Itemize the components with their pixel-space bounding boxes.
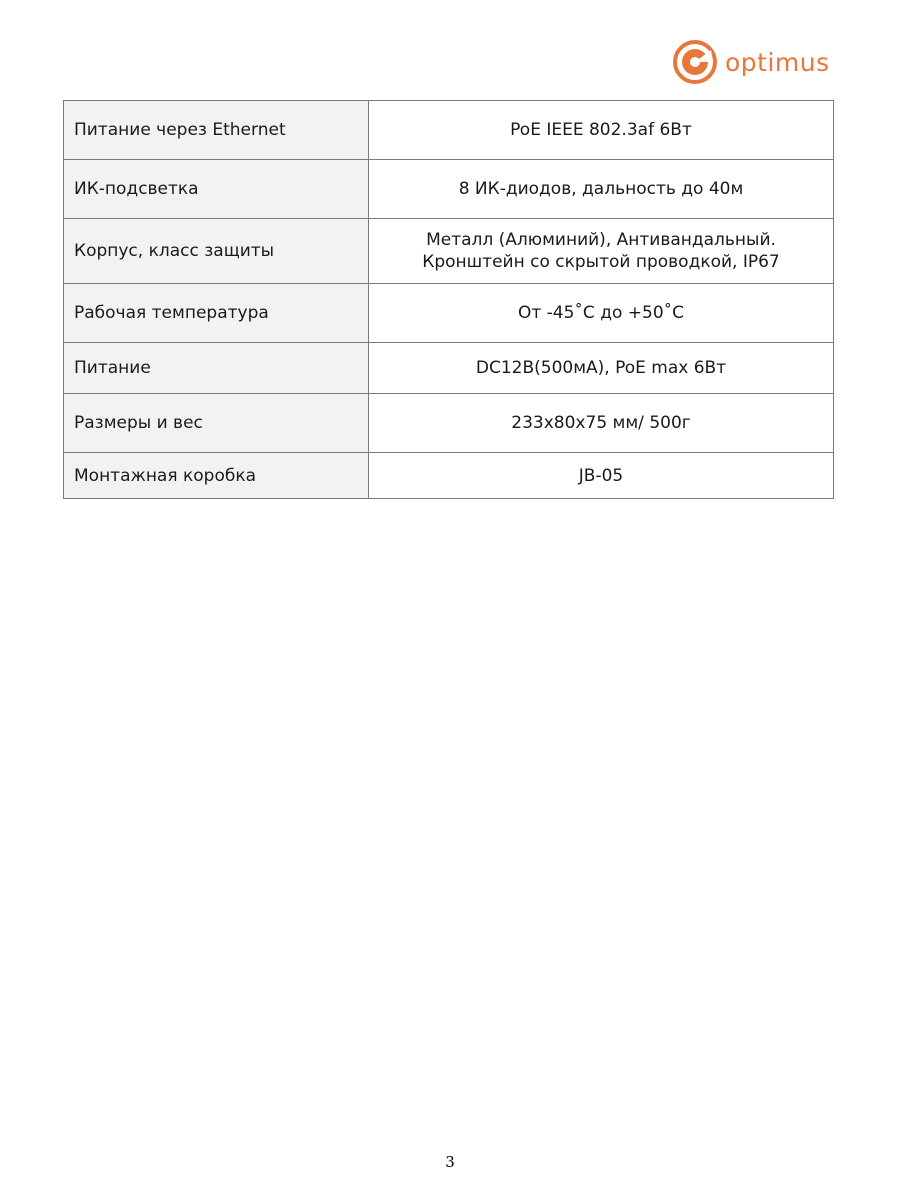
row-label: Корпус, класс защиты (64, 219, 369, 284)
row-value (369, 219, 834, 284)
row-value: PoE IEEE 802.3af 6Вт (369, 101, 834, 160)
table-row (64, 160, 834, 219)
row-label: Рабочая температура (64, 284, 369, 343)
row-value: 8 ИК-диодов, дальность до 40м (369, 160, 834, 219)
table-row (64, 453, 834, 499)
row-label: ИК-подсветка (64, 160, 369, 219)
logo-text: optimus (725, 47, 830, 77)
table-row (64, 101, 834, 160)
page-number: 3 (445, 1153, 455, 1171)
row-label: Питание через Ethernet (64, 101, 369, 160)
brand-logo (673, 40, 830, 84)
value-line: Кронштейн со скрытой проводкой, IP67 (422, 252, 780, 272)
table-row (64, 394, 834, 453)
row-label: Размеры и вес (64, 394, 369, 453)
row-value: От -45˚С до +50˚С (369, 284, 834, 343)
row-value: 233x80x75 мм/ 500г (369, 394, 834, 453)
optimus-logo-icon (673, 40, 717, 84)
row-value: DC12В(500мА), PoE max 6Вт (369, 343, 834, 394)
row-label: Монтажная коробка (64, 453, 369, 499)
table-row (64, 343, 834, 394)
spec-table (63, 100, 834, 499)
value-line: Металл (Алюминий), Антивандальный. (426, 230, 776, 250)
row-value: JB-05 (369, 453, 834, 499)
table-row (64, 284, 834, 343)
row-label: Питание (64, 343, 369, 394)
table-row (64, 219, 834, 284)
